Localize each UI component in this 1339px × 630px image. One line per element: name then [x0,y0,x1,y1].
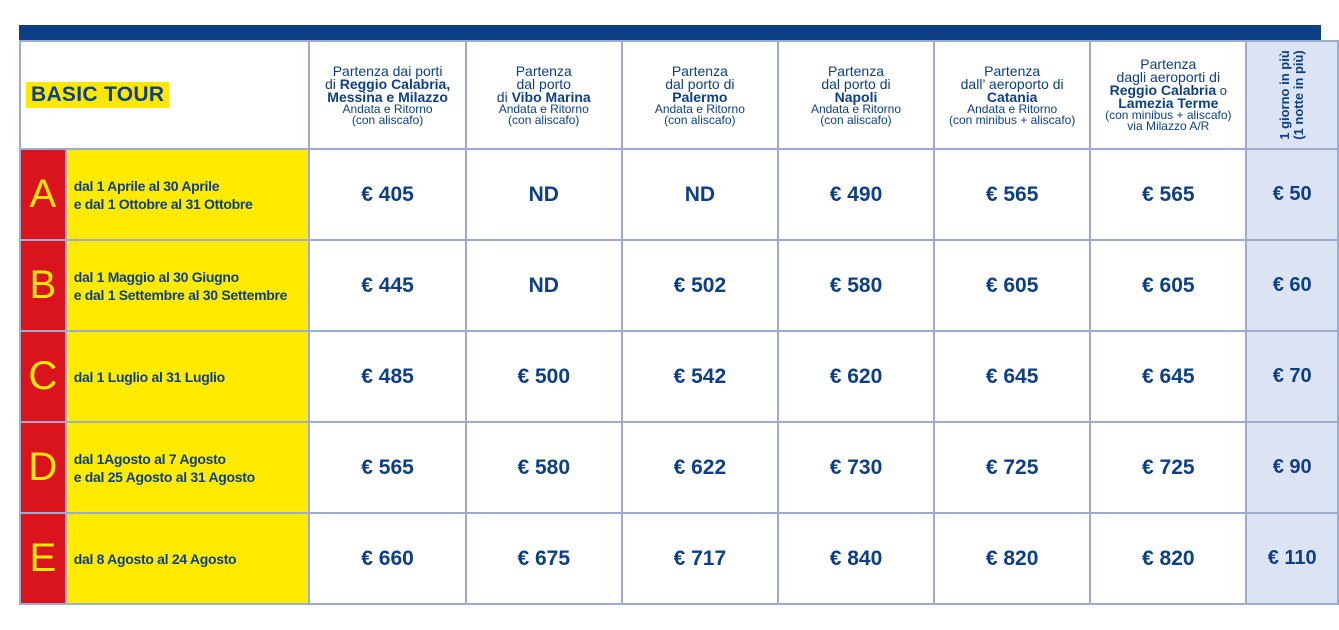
page-title: BASIC TOUR [26,82,169,108]
season-letter: D [20,422,66,513]
price-cell: € 730 [778,422,934,513]
table-row [20,513,1338,604]
price-cell: € 620 [778,331,934,422]
price-cell: € 490 [778,149,934,240]
price-cell: € 820 [1090,513,1246,604]
season-letter: E [20,513,66,604]
header-catania: Partenza dall’ aeroporto di Catania Andata e Ritorno (con minibus + aliscafo) [934,41,1090,149]
price-cell: € 605 [934,240,1090,331]
price-cell: € 580 [778,240,934,331]
header-reggio-lamezia: Partenza dagli aeroporti di Reggio Calabria o Lamezia Terme (con minibus + aliscafo) via Milazzo A/R [1090,41,1246,149]
header-vibo-marina: Partenza dal porto di Vibo Marina Andata e Ritorno (con aliscafo) [466,41,622,149]
price-cell: € 405 [309,149,465,240]
price-cell: € 500 [466,331,622,422]
price-cell: € 542 [622,331,778,422]
price-cell: ND [622,149,778,240]
header-reggio-messina-milazzo: Partenza dai porti di Reggio Calabria, Messina e Milazzo Andata e Ritorno (con aliscafo) [309,41,465,149]
price-cell: € 565 [934,149,1090,240]
table-row [20,331,1338,422]
price-cell: € 605 [1090,240,1246,331]
price-table [19,40,1339,605]
extra-price-cell: € 70 [1246,331,1338,422]
top-bar [19,25,1321,40]
season-period: dal 1 Maggio al 30 Giugno e dal 1 Settembre al 30 Settembre [66,240,310,331]
extra-price-cell: € 50 [1246,149,1338,240]
price-cell: € 645 [934,331,1090,422]
header-row [20,41,1338,149]
price-cell: € 565 [1090,149,1246,240]
table-row [20,422,1338,513]
price-cell: € 645 [1090,331,1246,422]
season-letter: B [20,240,66,331]
price-cell: € 622 [622,422,778,513]
extra-price-cell: € 90 [1246,422,1338,513]
table-row [20,149,1338,240]
header-palermo: Partenza dal porto di Palermo Andata e Ritorno (con aliscafo) [622,41,778,149]
season-period: dal 1 Aprile al 30 Aprile e dal 1 Ottobre al 31 Ottobre [66,149,310,240]
extra-price-cell: € 110 [1246,513,1338,604]
season-letter: A [20,149,66,240]
price-cell: € 565 [309,422,465,513]
season-period: dal 1 Luglio al 31 Luglio [66,331,310,422]
price-cell: € 717 [622,513,778,604]
price-cell: € 675 [466,513,622,604]
price-cell: € 485 [309,331,465,422]
price-cell: € 725 [934,422,1090,513]
price-cell: € 820 [934,513,1090,604]
season-letter: C [20,331,66,422]
season-period: dal 1Agosto al 7 Agosto e dal 25 Agosto al 31 Agosto [66,422,310,513]
price-cell: € 725 [1090,422,1246,513]
header-extra-day: 1 giorno in più (1 notte in più) [1246,41,1338,149]
extra-price-cell: € 60 [1246,240,1338,331]
table-row [20,240,1338,331]
season-period: dal 8 Agosto al 24 Agosto [66,513,310,604]
price-cell: € 840 [778,513,934,604]
price-cell: € 580 [466,422,622,513]
header-napoli: Partenza dal porto di Napoli Andata e Ritorno (con aliscafo) [778,41,934,149]
price-cell: ND [466,149,622,240]
title-cell [20,41,309,149]
price-cell: € 502 [622,240,778,331]
price-cell: € 660 [309,513,465,604]
price-cell: € 445 [309,240,465,331]
price-cell: ND [466,240,622,331]
